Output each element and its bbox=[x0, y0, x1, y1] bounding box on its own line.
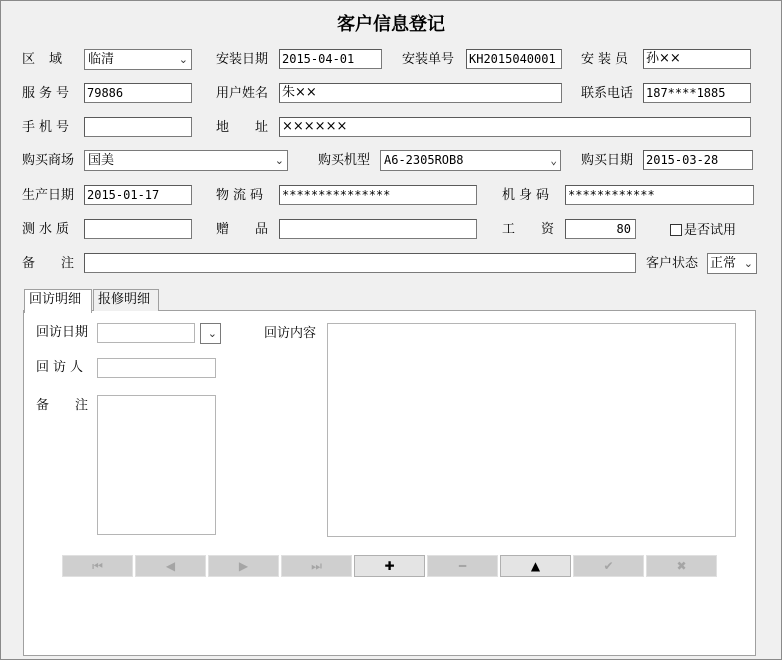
user-name-label: 用户姓名 bbox=[216, 86, 269, 101]
tab-visit-details[interactable]: 回访明细 bbox=[24, 289, 92, 313]
visit-remarks-textarea[interactable] bbox=[97, 395, 216, 535]
remarks-label: 备注 bbox=[22, 256, 75, 271]
install-no-field[interactable]: KH2015040001 bbox=[466, 49, 562, 69]
delete-record-button[interactable]: ━ bbox=[427, 555, 498, 577]
address-label: 地址 bbox=[216, 120, 269, 135]
chevron-down-icon: ⌄ bbox=[743, 257, 753, 270]
trial-checkbox[interactable] bbox=[670, 224, 682, 236]
store-value: 国美 bbox=[88, 153, 115, 168]
first-record-button[interactable]: ⏮ bbox=[62, 555, 133, 577]
chevron-down-icon: ⌄ bbox=[178, 53, 188, 66]
visit-content-textarea[interactable] bbox=[327, 323, 736, 537]
salary-field[interactable]: 80 bbox=[565, 219, 636, 239]
purchase-date-field[interactable]: 2015-03-28 bbox=[643, 150, 753, 170]
production-date-field[interactable]: 2015-01-17 bbox=[84, 185, 192, 205]
visitor-field[interactable] bbox=[97, 358, 216, 378]
gift-field[interactable] bbox=[279, 219, 477, 239]
service-no-label: 服务号 bbox=[22, 86, 70, 101]
add-record-button[interactable]: ✚ bbox=[354, 555, 425, 577]
water-quality-field[interactable] bbox=[84, 219, 192, 239]
install-date-label: 安装日期 bbox=[216, 52, 269, 67]
visitor-label: 回访人 bbox=[36, 360, 84, 375]
model-label: 购买机型 bbox=[318, 153, 371, 168]
address-field[interactable]: ×××××× bbox=[279, 117, 751, 137]
visit-date-picker[interactable] bbox=[200, 323, 221, 344]
production-date-label: 生产日期 bbox=[22, 188, 75, 203]
last-record-button[interactable]: ⏭ bbox=[281, 555, 352, 577]
installer-field[interactable]: 孙×× bbox=[643, 49, 751, 69]
page-title: 客户信息登记 bbox=[337, 14, 445, 35]
region-label: 区域 bbox=[22, 52, 63, 67]
region-select[interactable] bbox=[84, 49, 192, 70]
user-name-field[interactable]: 朱×× bbox=[279, 83, 562, 103]
model-select[interactable] bbox=[380, 150, 561, 171]
visit-remarks-label: 备注 bbox=[36, 398, 89, 413]
phone-label: 联系电话 bbox=[581, 86, 634, 101]
mobile-field[interactable] bbox=[84, 117, 192, 137]
edit-record-button[interactable]: ▲ bbox=[500, 555, 571, 577]
install-date-field[interactable]: 2015-04-01 bbox=[279, 49, 382, 69]
phone-field[interactable]: 187****1885 bbox=[643, 83, 751, 103]
body-code-field[interactable]: ************ bbox=[565, 185, 754, 205]
chevron-down-icon: ⌄ bbox=[550, 154, 557, 167]
salary-label: 工资 bbox=[502, 222, 555, 237]
customer-status-value: 正常 bbox=[710, 256, 737, 271]
purchase-date-label: 购买日期 bbox=[581, 153, 634, 168]
installer-label: 安装员 bbox=[581, 52, 629, 67]
store-select[interactable] bbox=[84, 150, 288, 171]
next-record-button[interactable]: ▶ bbox=[208, 555, 279, 577]
install-no-label: 安装单号 bbox=[402, 52, 455, 67]
customer-status-label: 客户状态 bbox=[646, 256, 699, 271]
store-label: 购买商场 bbox=[22, 153, 75, 168]
cancel-record-button[interactable]: ✖ bbox=[646, 555, 717, 577]
gift-label: 赠品 bbox=[216, 222, 269, 237]
chevron-down-icon: ⌄ bbox=[207, 327, 217, 340]
logistics-code-field[interactable]: *************** bbox=[279, 185, 477, 205]
mobile-label: 手机号 bbox=[22, 120, 70, 135]
remarks-field[interactable] bbox=[84, 253, 636, 273]
water-quality-label: 测水质 bbox=[22, 222, 70, 237]
trial-label: 是否试用 bbox=[684, 223, 737, 238]
prev-record-button[interactable]: ◀ bbox=[135, 555, 206, 577]
region-value: 临清 bbox=[88, 52, 115, 67]
customer-status-select[interactable] bbox=[707, 253, 757, 274]
logistics-code-label: 物流码 bbox=[216, 188, 264, 203]
visit-date-field[interactable] bbox=[97, 323, 195, 343]
service-no-field[interactable]: 79886 bbox=[84, 83, 192, 103]
visit-date-label: 回访日期 bbox=[36, 325, 89, 340]
body-code-label: 机身码 bbox=[502, 188, 550, 203]
visit-content-label: 回访内容 bbox=[264, 326, 317, 341]
model-value: A6-2305ROB8 bbox=[384, 153, 464, 167]
tab-repair-details[interactable]: 报修明细 bbox=[93, 289, 159, 311]
chevron-down-icon: ⌄ bbox=[274, 154, 284, 167]
post-record-button[interactable]: ✔ bbox=[573, 555, 644, 577]
